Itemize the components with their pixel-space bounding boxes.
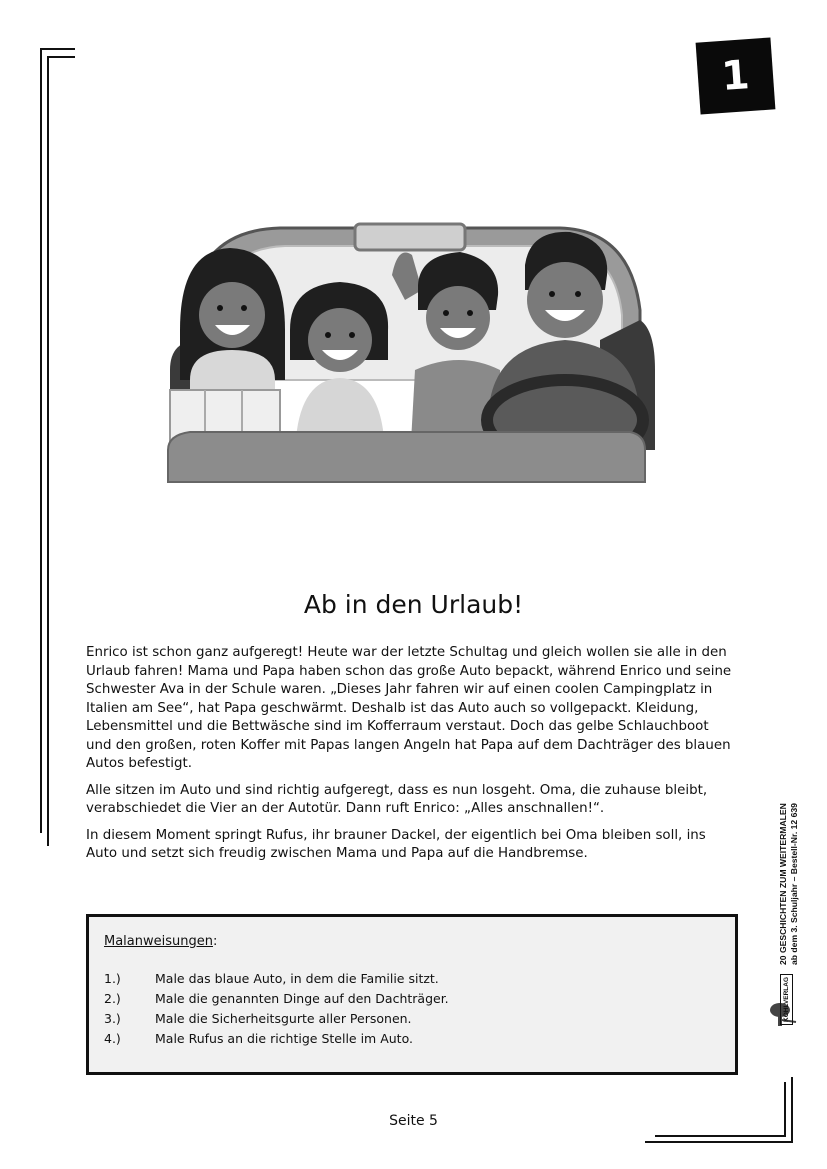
story-paragraph: Enrico ist schon ganz aufgeregt! Heute war der letzte Schultag und gleich wollen sie alle in den Urlaub fahren! Mama und Papa haben schon das große Auto bepackt, während Enrico und seine Schwester Ava in der Schule waren. „Dieses Jahr fahren wir auf einen coolen Campingplatz in Italien am See“, hat Papa geschwärmt. Deshalb ist das Auto auch so vollgepackt. Kleidung, Lebensmittel und die Bettwäsche sind im Kofferraum verstaut. Doch das gelbe Schlauchboot und den großen, roten Koffer mit Papas langen Angeln hat Papa auf dem Dachträger des blauen Autos befestigt.	[86, 645, 732, 771]
instructions-list	[104, 971, 449, 1051]
instructions-box	[86, 914, 738, 1075]
frame-line	[40, 48, 42, 833]
instruction-text: Male die Sicherheitsgurte aller Personen.	[155, 1011, 412, 1026]
instructions-heading-colon: :	[212, 934, 218, 949]
publisher-logo: KOHLVERLAG	[780, 974, 793, 1025]
instruction-number: 2.)	[104, 991, 121, 1006]
instruction-item	[104, 971, 449, 991]
story-paragraph: Alle sitzen im Auto und sind richtig aufgeregt, dass es nun losgeht. Oma, die zuhause bleibt, verabschiedet die Vier an der Autotür. Dann ruft Enrico: „Alles anschnallen!“.	[86, 782, 708, 816]
order-info: ab dem 3. Schuljahr – Bestell-Nr. 12 639	[789, 803, 799, 965]
frame-line	[791, 1077, 793, 1143]
instruction-item	[104, 1011, 449, 1031]
instruction-text: Male die genannten Dinge auf den Dachträger.	[155, 991, 449, 1006]
story-number-badge: 1	[696, 37, 776, 114]
story-paragraph: In diesem Moment springt Rufus, ihr brauner Dackel, der eigentlich bei Oma bleiben soll, ins Auto und setzt sich freudig zwischen Mama und Papa auf die Handbremse.	[86, 827, 706, 861]
instruction-text: Male Rufus an die richtige Stelle im Auto.	[155, 1031, 413, 1046]
instructions-heading	[104, 934, 217, 949]
instruction-item	[104, 991, 449, 1011]
frame-line	[655, 1135, 786, 1137]
instruction-item	[104, 1031, 449, 1051]
instruction-number: 4.)	[104, 1031, 121, 1046]
family-car-illustration	[160, 220, 660, 490]
frame-line	[47, 56, 49, 846]
instruction-number: 3.)	[104, 1011, 121, 1026]
frame-line	[645, 1141, 793, 1143]
page-number: Seite 5	[389, 1113, 438, 1129]
story-title: Ab in den Urlaub!	[303, 590, 524, 619]
frame-line	[40, 48, 75, 50]
side-credit	[764, 735, 808, 1025]
instruction-number: 1.)	[104, 971, 121, 986]
series-title: 20 GESCHICHTEN ZUM WEITERMALEN	[778, 803, 788, 965]
instructions-heading-text: Malanweisungen	[104, 934, 213, 949]
frame-line	[47, 56, 75, 58]
story-text	[86, 644, 738, 872]
instruction-text: Male das blaue Auto, in dem die Familie sitzt.	[155, 971, 439, 986]
